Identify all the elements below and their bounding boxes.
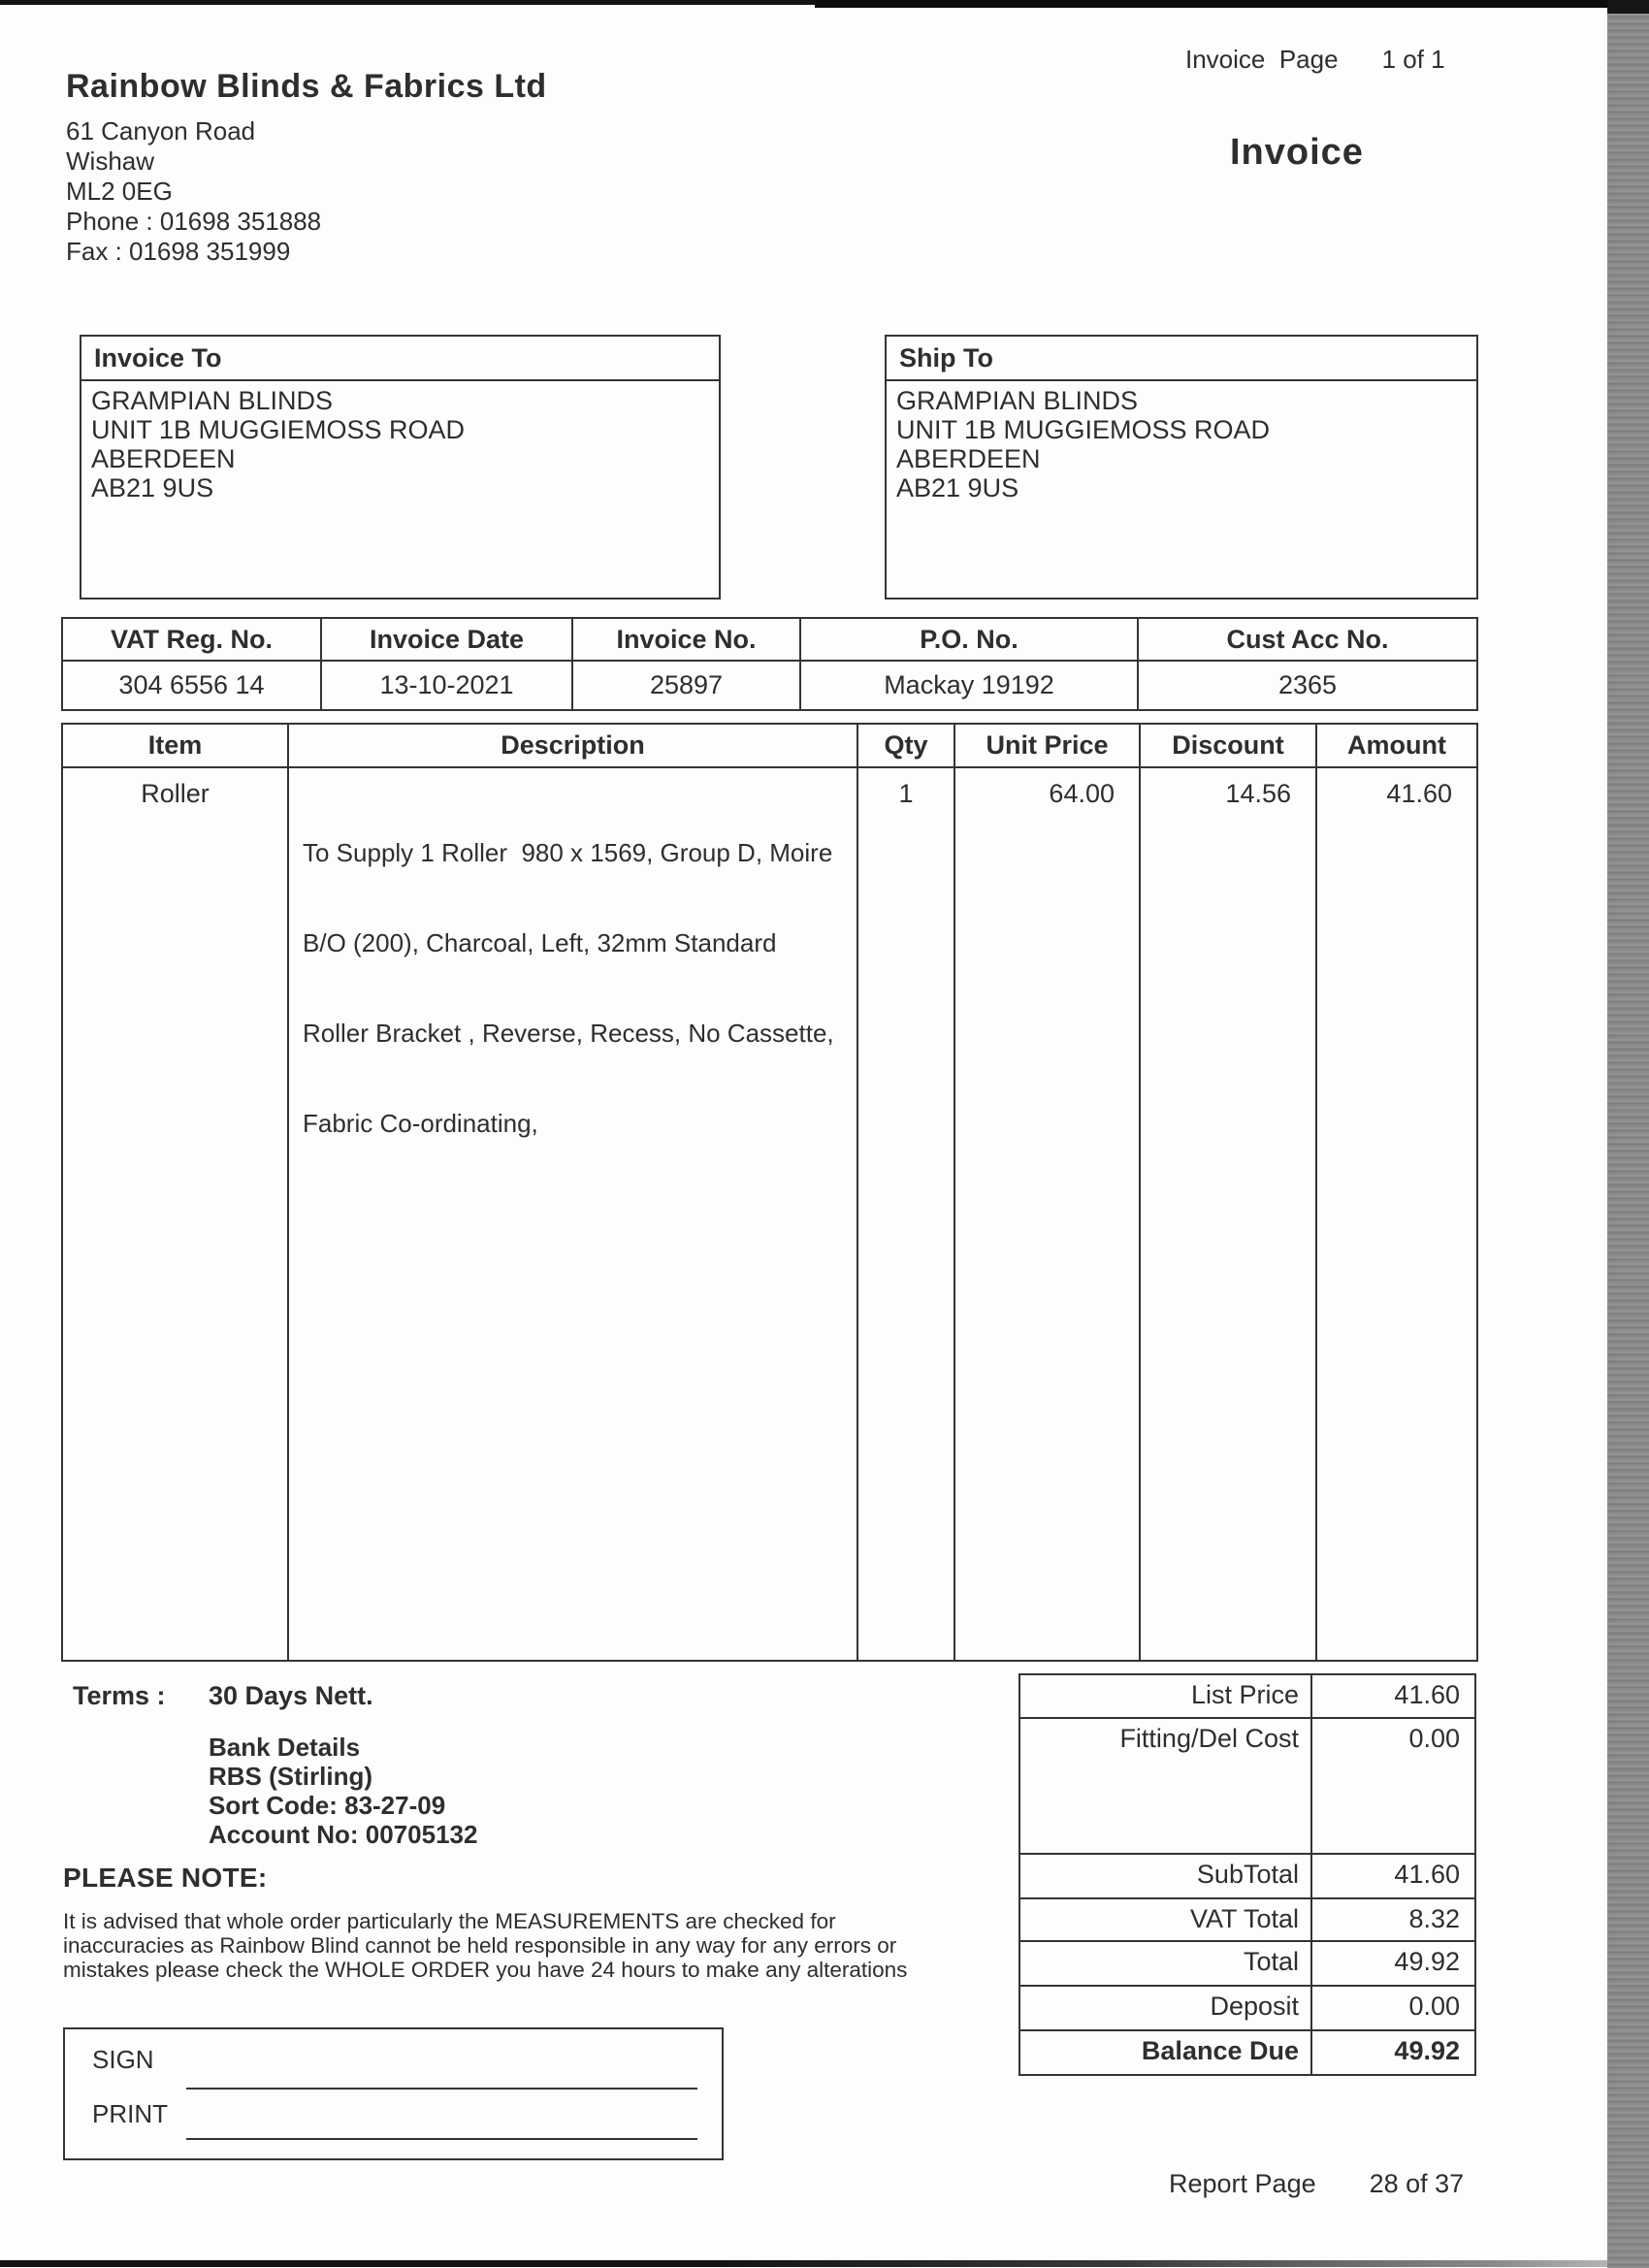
totals-value-vat-total: 8.32 bbox=[1312, 1899, 1474, 1942]
meta-header-invoice-no: Invoice No. bbox=[573, 619, 801, 662]
invoice-to-box bbox=[80, 335, 721, 599]
ship-to-line: UNIT 1B MUGGIEMOSS ROAD bbox=[896, 415, 1271, 444]
item-qty-cell: 1 bbox=[858, 768, 955, 1660]
meta-value-invoice-no: 25897 bbox=[573, 662, 801, 709]
items-header-item: Item bbox=[63, 725, 289, 768]
print-line bbox=[186, 2138, 697, 2140]
invoice-to-line: AB21 9US bbox=[91, 473, 214, 502]
totals-label-total: Total bbox=[1020, 1942, 1312, 1987]
company-address-line: Phone : 01698 351888 bbox=[66, 207, 322, 236]
ship-to-line: ABERDEEN bbox=[896, 444, 1041, 473]
totals-value-total: 49.92 bbox=[1312, 1942, 1474, 1987]
please-note-heading: PLEASE NOTE: bbox=[63, 1863, 268, 1893]
meta-header-invoice-date: Invoice Date bbox=[322, 619, 573, 662]
meta-header-po-no: P.O. No. bbox=[801, 619, 1139, 662]
company-address-line: 61 Canyon Road bbox=[66, 116, 256, 146]
items-header-description: Description bbox=[289, 725, 858, 768]
company-address-line: Fax : 01698 351999 bbox=[66, 237, 291, 266]
company-address-line: Wishaw bbox=[66, 146, 155, 176]
please-note-line: inaccuracies as Rainbow Blind cannot be held responsible in any way for any errors or bbox=[63, 1933, 897, 1958]
item-name-cell: Roller bbox=[63, 768, 289, 1660]
totals-value-subtotal: 41.60 bbox=[1312, 1855, 1474, 1899]
ship-to-line: AB21 9US bbox=[896, 473, 1019, 502]
scan-top-edge-right bbox=[815, 0, 1649, 8]
invoice-to-line: UNIT 1B MUGGIEMOSS ROAD bbox=[91, 415, 466, 444]
totals-label-vat-total: VAT Total bbox=[1020, 1899, 1312, 1942]
sign-label: SIGN bbox=[92, 2045, 154, 2074]
totals-label-subtotal: SubTotal bbox=[1020, 1855, 1312, 1899]
invoice-page-indicator bbox=[1185, 45, 1445, 75]
item-description-line: To Supply 1 Roller 980 x 1569, Group D, Moire bbox=[303, 838, 833, 867]
items-header-qty: Qty bbox=[858, 725, 955, 768]
scan-bottom-edge bbox=[0, 2260, 1607, 2267]
signature-box bbox=[63, 2027, 724, 2160]
meta-value-cust-acc: 2365 bbox=[1277, 670, 1338, 699]
report-page-value: 28 of 37 bbox=[1369, 2169, 1465, 2198]
scan-right-strip bbox=[1607, 0, 1649, 2268]
company-address bbox=[66, 116, 321, 267]
ship-to-address bbox=[887, 381, 1476, 507]
totals-value-deposit: 0.00 bbox=[1312, 1987, 1474, 2031]
line-items-table bbox=[61, 723, 1478, 1662]
item-description-line: Fabric Co-ordinating, bbox=[303, 1109, 538, 1138]
meta-value-invoice-date: 13-10-2021 bbox=[322, 662, 573, 709]
invoice-to-header: Invoice To bbox=[81, 337, 719, 381]
item-description-line: Roller Bracket , Reverse, Recess, No Cassette, bbox=[303, 1019, 834, 1048]
invoice-page-value: 1 of 1 bbox=[1381, 45, 1445, 74]
bank-details-line: Bank Details bbox=[209, 1733, 361, 1762]
please-note-line: mistakes please check the WHOLE ORDER you have 24 hours to make any alterations bbox=[63, 1958, 908, 1982]
invoice-page-label: Invoice Page bbox=[1185, 45, 1339, 74]
totals-value-list-price: 41.60 bbox=[1312, 1675, 1474, 1719]
ship-to-line: GRAMPIAN BLINDS bbox=[896, 386, 1139, 415]
bank-details-line: RBS (Stirling) bbox=[209, 1762, 372, 1791]
company-address-line: ML2 0EG bbox=[66, 177, 173, 206]
item-amount-cell: 41.60 bbox=[1386, 779, 1452, 808]
report-page-indicator bbox=[1169, 2169, 1464, 2199]
totals-label-fitting-del-cost: Fitting/Del Cost bbox=[1020, 1719, 1312, 1855]
meta-value-po-no: Mackay 19192 bbox=[801, 662, 1139, 709]
totals-label-deposit: Deposit bbox=[1020, 1987, 1312, 2031]
meta-header-cust-acc: Cust Acc No. bbox=[1139, 619, 1476, 662]
meta-value-vat-reg: 304 6556 14 bbox=[63, 662, 322, 709]
report-page-label: Report Page bbox=[1169, 2169, 1316, 2198]
company-name: Rainbow Blinds & Fabrics Ltd bbox=[66, 68, 547, 105]
items-header-unit-price: Unit Price bbox=[955, 725, 1141, 768]
item-description-line: B/O (200), Charcoal, Left, 32mm Standard bbox=[303, 928, 777, 957]
document-title: Invoice bbox=[1230, 132, 1364, 173]
items-header-discount: Discount bbox=[1141, 725, 1317, 768]
item-unit-price-cell: 64.00 bbox=[955, 768, 1141, 1660]
please-note-line: It is advised that whole order particularly the MEASUREMENTS are checked for bbox=[63, 1909, 836, 1933]
item-discount-cell: 14.56 bbox=[1141, 768, 1317, 1660]
invoice-to-line: GRAMPIAN BLINDS bbox=[91, 386, 334, 415]
please-note-body bbox=[63, 1909, 907, 1982]
bank-details-line: Sort Code: 83-27-09 bbox=[209, 1791, 446, 1820]
meta-header-vat-reg: VAT Reg. No. bbox=[63, 619, 322, 662]
totals-label-list-price: List Price bbox=[1020, 1675, 1312, 1719]
totals-table bbox=[1018, 1673, 1476, 2076]
invoice-to-line: ABERDEEN bbox=[91, 444, 236, 473]
ship-to-box bbox=[885, 335, 1478, 599]
invoice-meta-table bbox=[61, 617, 1478, 711]
items-header-amount: Amount bbox=[1317, 725, 1476, 768]
print-label: PRINT bbox=[92, 2099, 168, 2128]
terms-value: 30 Days Nett. bbox=[209, 1681, 373, 1710]
ship-to-header: Ship To bbox=[887, 337, 1476, 381]
totals-label-balance-due: Balance Due bbox=[1020, 2031, 1312, 2074]
bank-details bbox=[209, 1733, 477, 1849]
totals-value-fitting-del-cost: 0.00 bbox=[1312, 1719, 1474, 1855]
item-description-cell bbox=[289, 768, 858, 1660]
totals-value-balance-due: 49.92 bbox=[1394, 2036, 1460, 2065]
terms-label: Terms : bbox=[73, 1681, 166, 1710]
invoice-to-address bbox=[81, 381, 719, 507]
bank-details-line: Account No: 00705132 bbox=[209, 1820, 478, 1849]
sign-line bbox=[186, 2088, 697, 2090]
